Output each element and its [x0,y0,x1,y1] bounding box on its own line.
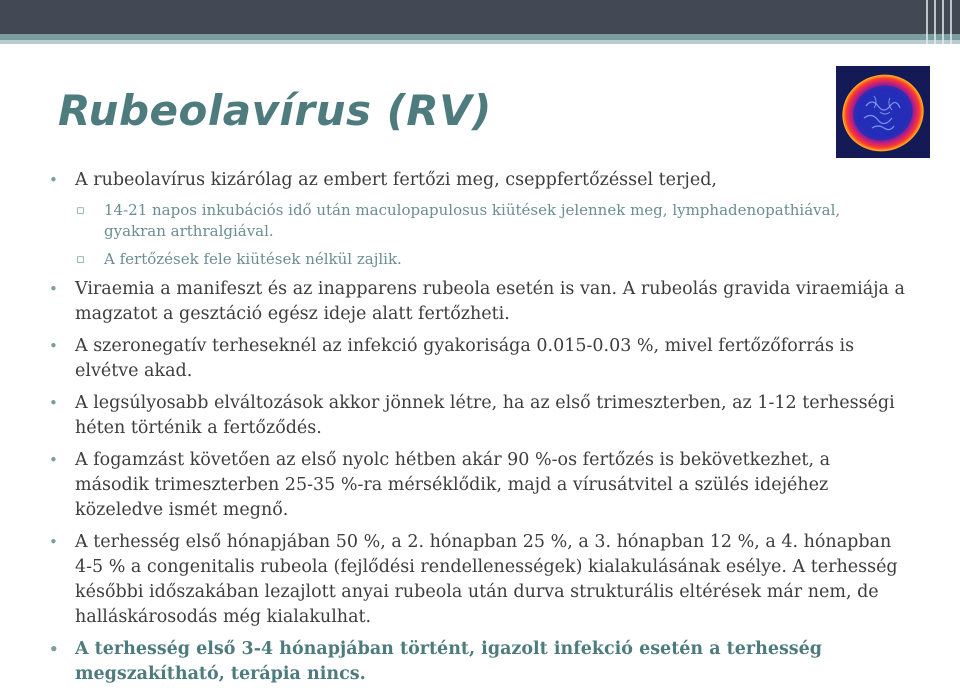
bullet-marker: • [49,533,58,551]
slide-body [46,168,906,694]
sub-bullet-item-2 [46,249,906,270]
bullet-text: A legsúlyosabb elváltozások akkor jönnek létre, ha az első trimeszterben, az 1-12 terhességi héten történik a fertőződés. [75,393,895,438]
bullet-item-4 [46,391,906,441]
accent-stripe-light [0,40,960,44]
bullet-item-6 [46,530,906,630]
edge-decoration [920,0,960,44]
sub-bullet-text: A fertőzések fele kiütések nélkül zajlik. [104,250,402,268]
bullet-marker: • [49,280,58,298]
bullet-text: A fogamzást követően az első nyolc hétben akár 90 %-os fertőzés is bekövetkezhet, a második trimeszterben 25-35 %-ra mérséklődik, majd a vírusátvitel a szülés idejéhez közeledve ismét megnő. [75,450,831,520]
bullet-text: Viraemia a manifeszt és az inapparens rubeola esetén is van. A rubeolás gravida viraemiája a magzatot a gesztáció egész ideje alatt fertőzheti. [75,279,905,324]
bullet-text: A terhesség első hónapjában 50 %, a 2. hónapban 25 %, a 3. hónapban 12 %, a 4. hónapban 4-5 % a congenitalis rubeola (fejlődési rendellenességek) kialakulásának esélye. A terhesség későbbi időszakában lezajlott anyai rubeola után durva strukturális eltérések már nem, de halláskárosodás még kialakulhat. [75,532,898,627]
bullet-marker: • [49,337,58,355]
bullet-text: A szeronegatív terheseknél az infekció gyakorisága 0.015-0.03 %, mivel fertőzőforrás is elvétve akad. [75,336,855,381]
bullet-text: A rubeolavírus kizárólag az embert fertőzi meg, cseppfertőzéssel terjed, [75,170,717,190]
bullet-item-1 [46,168,906,193]
top-banner [0,0,960,34]
sub-bullet-text: 14-21 napos inkubációs idő után maculopapulosus kiütések jelennek meg, lymphadenopathiával, gyakran arthralgiával. [104,201,841,240]
sub-bullet-marker: ▫ [76,252,85,267]
bullet-item-7-highlight [46,637,906,687]
bullet-marker: • [49,171,58,189]
bullet-text: A terhesség első 3-4 hónapjában történt, igazolt infekció esetén a terhesség megszakítható, terápia nincs. [75,639,823,684]
bullet-marker: • [49,451,58,469]
slide-title: Rubeolavírus (RV) [58,86,492,135]
sub-bullet-item-1 [46,200,906,242]
sub-bullet-marker: ▫ [76,203,85,218]
bullet-item-2 [46,277,906,327]
bullet-item-5 [46,448,906,523]
virus-micrograph-image [836,66,930,158]
bullet-item-3 [46,334,906,384]
bullet-marker: • [49,640,59,658]
bullet-marker: • [49,394,58,412]
